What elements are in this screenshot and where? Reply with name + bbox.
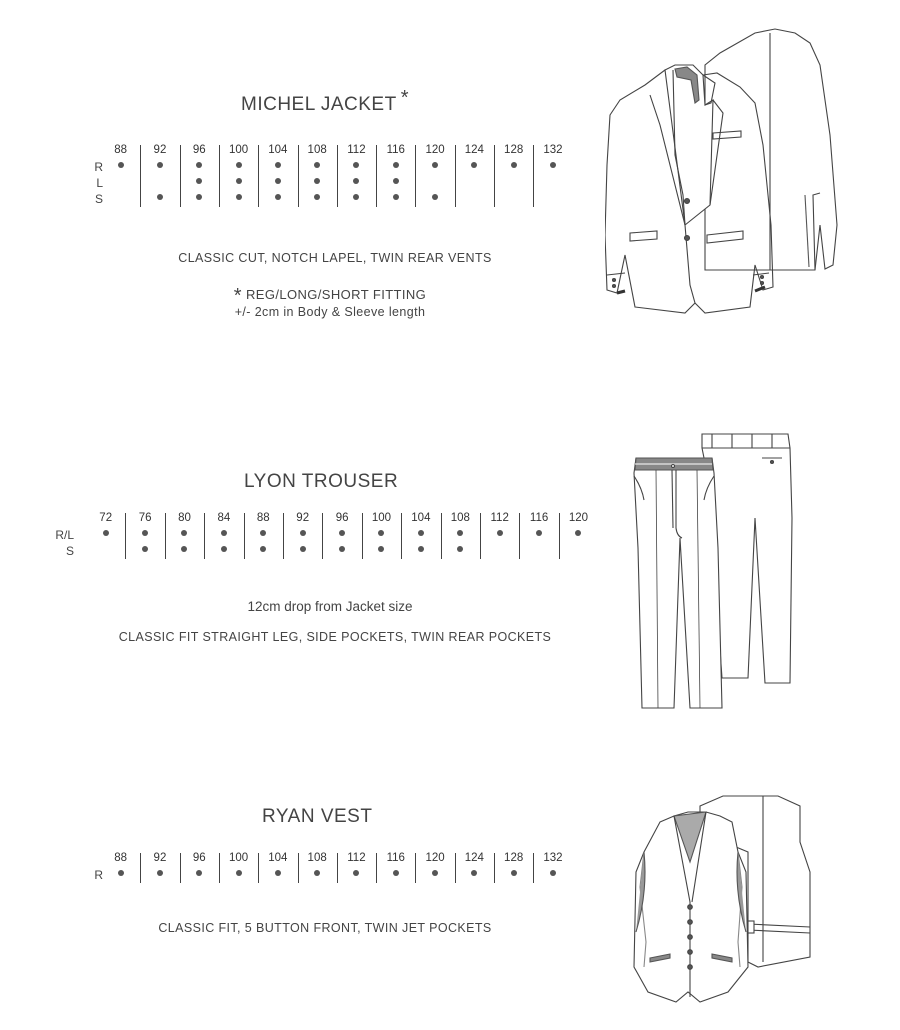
availability-dot (511, 870, 517, 876)
jacket-fitting-asterisk: * (233, 285, 242, 307)
jacket-size-label: 104 (268, 144, 288, 156)
trouser-size-column (559, 511, 598, 557)
availability-dot (157, 194, 163, 200)
trouser-dot-cell (362, 541, 401, 557)
trouser-dot-cell (283, 525, 322, 541)
trouser-dot-cell (283, 541, 322, 557)
availability-dot (236, 870, 242, 876)
availability-dot (196, 178, 202, 184)
trouser-dot-cell (204, 525, 243, 541)
jacket-dot-cell (219, 189, 258, 205)
trouser-dot-cell (441, 541, 480, 557)
availability-dot (236, 194, 242, 200)
jacket-dot-cell (337, 189, 376, 205)
vest-dot-cell (455, 865, 494, 881)
trouser-size-column (480, 511, 519, 557)
availability-dot (275, 178, 281, 184)
availability-dot (378, 530, 384, 536)
vest-size-grid (94, 851, 581, 891)
trouser-size-column (362, 511, 401, 557)
jacket-dot-cell (180, 173, 219, 189)
vest-dot-cell (533, 865, 572, 881)
jacket-size-grid (94, 143, 581, 215)
trouser-size-column (204, 511, 243, 557)
availability-dot (196, 162, 202, 168)
trouser-row-label: R/L (55, 528, 74, 542)
trouser-dot-cell (480, 525, 519, 541)
vest-dot-cell (337, 865, 376, 881)
jacket-size-label: 108 (307, 144, 327, 156)
jacket-dot-cell (219, 157, 258, 173)
vest-size-column (455, 851, 494, 881)
vest-dot-cell (494, 865, 533, 881)
vest-dot-cell (415, 865, 454, 881)
availability-dot (353, 178, 359, 184)
availability-dot (314, 194, 320, 200)
availability-dot (471, 870, 477, 876)
trouser-dot-cell (125, 525, 164, 541)
availability-dot (275, 870, 281, 876)
jacket-dot-cell (533, 173, 572, 189)
jacket-dot-cell (376, 189, 415, 205)
availability-dot (393, 194, 399, 200)
jacket-fitting (180, 282, 480, 305)
jacket-dot-cell (455, 157, 494, 173)
availability-dot (221, 546, 227, 552)
jacket-dot-cell (180, 189, 219, 205)
jacket-size-label: 132 (543, 144, 563, 156)
jacket-dot-cell (415, 173, 454, 189)
availability-dot (236, 162, 242, 168)
trouser-dot-cell (480, 541, 519, 557)
vest-size-label: 120 (425, 852, 445, 864)
vest-title: RYAN VEST (262, 806, 373, 827)
availability-dot (196, 194, 202, 200)
jacket-size-column (140, 143, 179, 205)
jacket-dot-cell (415, 157, 454, 173)
availability-dot (260, 546, 266, 552)
availability-dot (181, 530, 187, 536)
trouser-dot-cell (362, 525, 401, 541)
availability-dot (511, 162, 517, 168)
jacket-size-column (455, 143, 494, 205)
jacket-dot-cell (258, 189, 297, 205)
vest-size-column (140, 851, 179, 881)
availability-dot (457, 530, 463, 536)
trouser-illustration (630, 428, 800, 713)
vest-size-column (101, 851, 140, 881)
jacket-dot-cell (140, 189, 179, 205)
jacket-fitting-note: +/- 2cm in Body & Sleeve length (234, 305, 426, 319)
trouser-dot-cell (165, 541, 204, 557)
trouser-size-column (322, 511, 361, 557)
jacket-dot-cell (494, 157, 533, 173)
jacket-dot-cell (376, 173, 415, 189)
availability-dot (418, 530, 424, 536)
jacket-size-label: 100 (228, 144, 249, 156)
jacket-dot-cell (258, 157, 297, 173)
jacket-size-column (337, 143, 376, 205)
availability-dot (550, 870, 556, 876)
jacket-size-column (101, 143, 140, 205)
trouser-size-column (125, 511, 164, 557)
availability-dot (260, 530, 266, 536)
vest-size-column (376, 851, 415, 881)
vest-size-label: 104 (268, 852, 288, 864)
trouser-size-column (165, 511, 204, 557)
trouser-size-column (441, 511, 480, 557)
availability-dot (314, 870, 320, 876)
jacket-dot-cell (298, 157, 337, 173)
vest-illustration (628, 792, 813, 1007)
availability-dot (536, 530, 542, 536)
jacket-size-column (219, 143, 258, 205)
trouser-dot-cell (559, 525, 598, 541)
trouser-size-column (86, 511, 125, 557)
availability-dot (432, 162, 438, 168)
trouser-size-label: 84 (217, 512, 231, 524)
jacket-dot-cell (337, 157, 376, 173)
vest-size-label: 124 (464, 852, 484, 864)
vest-size-column (219, 851, 258, 881)
vest-size-label: 116 (386, 852, 405, 864)
jacket-dot-cell (180, 157, 219, 173)
jacket-dot-cell (219, 173, 258, 189)
trouser-size-column (401, 511, 440, 557)
trouser-size-label: 92 (296, 512, 310, 524)
availability-dot (471, 162, 477, 168)
jacket-description: CLASSIC CUT, NOTCH LAPEL, TWIN REAR VENTS (178, 251, 492, 265)
vest-size-column (533, 851, 572, 881)
vest-size-column (337, 851, 376, 881)
trouser-dot-cell (165, 525, 204, 541)
availability-dot (236, 178, 242, 184)
jacket-size-column (533, 143, 572, 205)
availability-dot (300, 530, 306, 536)
trouser-size-label: 88 (256, 512, 270, 524)
vest-size-label: 92 (153, 852, 167, 864)
availability-dot (432, 194, 438, 200)
availability-dot (432, 870, 438, 876)
trouser-size-column (283, 511, 322, 557)
vest-size-label: 108 (307, 852, 327, 864)
trouser-description: CLASSIC FIT STRAIGHT LEG, SIDE POCKETS, TWIN REAR POCKETS (118, 630, 552, 644)
jacket-title (241, 87, 410, 116)
trouser-dot-cell (86, 541, 125, 557)
vest-size-label: 128 (504, 852, 524, 864)
availability-dot (196, 870, 202, 876)
jacket-title-text: MICHEL JACKET (241, 94, 397, 115)
jacket-row-label: L (96, 176, 103, 190)
trouser-size-label: 116 (529, 512, 549, 524)
trouser-dot-cell (322, 525, 361, 541)
trouser-drop-note: 12cm drop from Jacket size (247, 599, 413, 614)
availability-dot (393, 162, 399, 168)
availability-dot (339, 530, 345, 536)
availability-dot (181, 546, 187, 552)
trouser-size-label: 96 (335, 512, 349, 524)
vest-dot-cell (219, 865, 258, 881)
availability-dot (497, 530, 503, 536)
vest-dot-cell (180, 865, 219, 881)
vest-size-label: 100 (228, 852, 249, 864)
vest-size-column (180, 851, 219, 881)
jacket-dot-cell (101, 173, 140, 189)
jacket-dot-cell (494, 173, 533, 189)
trouser-dot-cell (401, 541, 440, 557)
jacket-illustration (605, 25, 845, 315)
trouser-size-label: 104 (411, 512, 431, 524)
jacket-dot-cell (455, 189, 494, 205)
trouser-size-label: 108 (450, 512, 470, 524)
vest-dot-cell (376, 865, 415, 881)
availability-dot (221, 530, 227, 536)
trouser-dot-cell (519, 525, 558, 541)
jacket-dot-cell (337, 173, 376, 189)
trouser-title: LYON TROUSER (244, 471, 399, 492)
trouser-dot-cell (519, 541, 558, 557)
jacket-dot-cell (101, 189, 140, 205)
jacket-size-label: 92 (153, 144, 167, 156)
vest-dot-cell (298, 865, 337, 881)
jacket-dot-cell (455, 173, 494, 189)
jacket-size-label: 120 (425, 144, 445, 156)
availability-dot (378, 546, 384, 552)
jacket-size-column (180, 143, 219, 205)
trouser-size-label: 100 (371, 512, 392, 524)
jacket-dot-cell (298, 189, 337, 205)
jacket-dot-cell (533, 157, 572, 173)
trouser-row-label: S (65, 544, 74, 558)
vest-size-label: 132 (543, 852, 563, 864)
vest-dot-cell (140, 865, 179, 881)
availability-dot (314, 178, 320, 184)
availability-dot (393, 178, 399, 184)
jacket-dot-cell (140, 157, 179, 173)
availability-dot (314, 162, 320, 168)
trouser-dot-cell (322, 541, 361, 557)
jacket-size-label: 96 (192, 144, 206, 156)
availability-dot (353, 870, 359, 876)
jacket-dot-cell (494, 189, 533, 205)
vest-size-label: 88 (114, 852, 128, 864)
jacket-dot-cell (376, 157, 415, 173)
availability-dot (275, 162, 281, 168)
trouser-size-label: 112 (490, 512, 509, 524)
availability-dot (393, 870, 399, 876)
jacket-row-label: R (94, 160, 103, 174)
vest-size-label: 112 (347, 852, 366, 864)
vest-dot-cell (258, 865, 297, 881)
vest-size-label: 96 (192, 852, 206, 864)
jacket-dot-cell (298, 173, 337, 189)
trouser-size-label: 72 (99, 512, 113, 524)
availability-dot (457, 546, 463, 552)
jacket-size-label: 116 (386, 144, 405, 156)
jacket-row-label: S (94, 192, 103, 206)
jacket-size-column (298, 143, 337, 205)
availability-dot (353, 194, 359, 200)
trouser-dot-cell (86, 525, 125, 541)
trouser-dot-cell (204, 541, 243, 557)
jacket-size-column (376, 143, 415, 205)
vest-description: CLASSIC FIT, 5 BUTTON FRONT, TWIN JET POCKETS (158, 921, 492, 935)
trouser-dot-cell (559, 541, 598, 557)
trouser-dot-cell (441, 525, 480, 541)
availability-dot (339, 546, 345, 552)
availability-dot (118, 162, 124, 168)
vest-dot-cell (101, 865, 140, 881)
jacket-size-column (258, 143, 297, 205)
trouser-size-column (244, 511, 283, 557)
jacket-dot-cell (140, 173, 179, 189)
jacket-size-label: 128 (504, 144, 524, 156)
jacket-title-asterisk: * (400, 87, 410, 109)
trouser-size-grid (55, 511, 626, 567)
jacket-size-column (415, 143, 454, 205)
jacket-fitting-text: REG/LONG/SHORT FITTING (245, 287, 427, 302)
availability-dot (418, 546, 424, 552)
trouser-dot-cell (244, 541, 283, 557)
trouser-size-label: 80 (178, 512, 191, 524)
availability-dot (103, 530, 109, 536)
availability-dot (575, 530, 581, 536)
jacket-dot-cell (101, 157, 140, 173)
trouser-size-label: 76 (138, 512, 152, 524)
trouser-size-column (519, 511, 558, 557)
availability-dot (550, 162, 556, 168)
vest-size-column (298, 851, 337, 881)
jacket-size-label: 112 (347, 144, 366, 156)
vest-size-column (258, 851, 297, 881)
availability-dot (275, 194, 281, 200)
jacket-size-label: 88 (114, 144, 128, 156)
vest-row-label: R (94, 868, 103, 882)
vest-size-column (494, 851, 533, 881)
availability-dot (142, 530, 148, 536)
jacket-size-column (494, 143, 533, 205)
availability-dot (142, 546, 148, 552)
availability-dot (353, 162, 359, 168)
jacket-dot-cell (533, 189, 572, 205)
jacket-dot-cell (415, 189, 454, 205)
trouser-dot-cell (125, 541, 164, 557)
vest-size-column (415, 851, 454, 881)
availability-dot (118, 870, 124, 876)
jacket-dot-cell (258, 173, 297, 189)
trouser-size-label: 120 (568, 512, 589, 524)
availability-dot (157, 162, 163, 168)
availability-dot (157, 870, 163, 876)
trouser-dot-cell (244, 525, 283, 541)
availability-dot (300, 546, 306, 552)
jacket-size-label: 124 (464, 144, 484, 156)
trouser-dot-cell (401, 525, 440, 541)
